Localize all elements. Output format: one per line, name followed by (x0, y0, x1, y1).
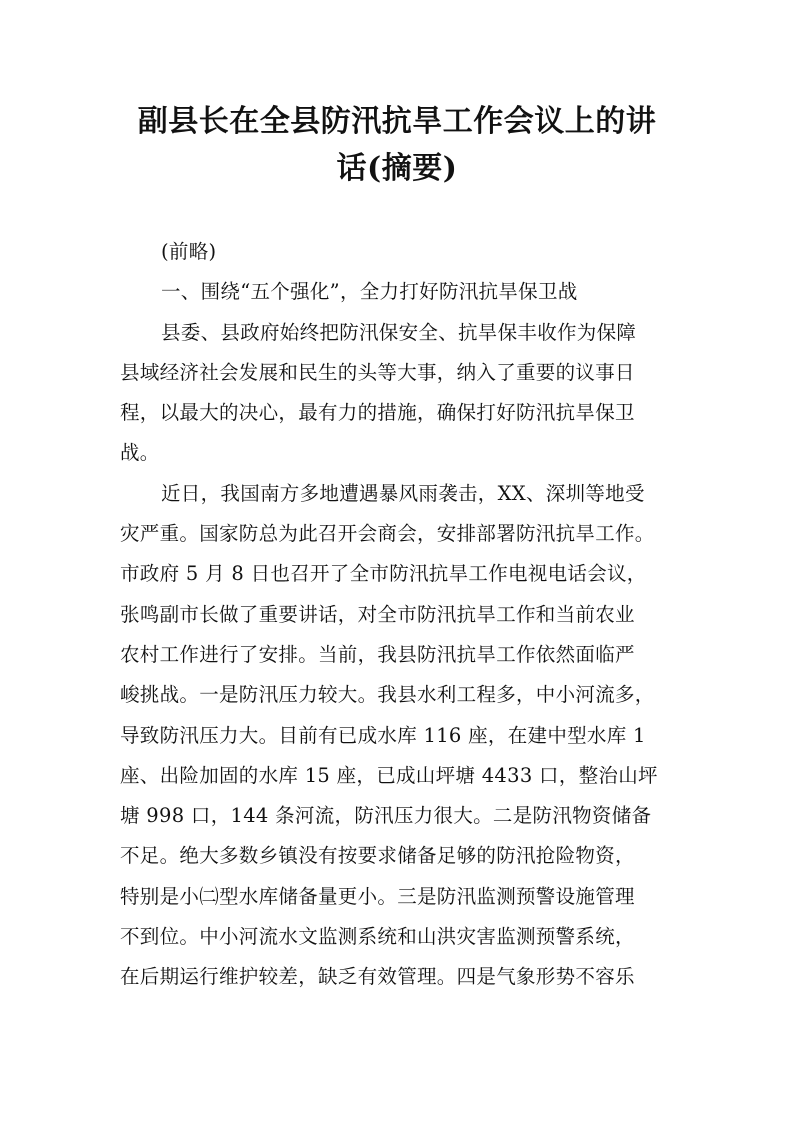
paragraph-line: 不足。绝大多数乡镇没有按要求储备足够的防汛抢险物资， (120, 844, 635, 868)
paragraph-line: 张鸣副市长做了重要讲话，对全市防汛抗旱工作和当前农业 (120, 602, 635, 626)
paragraph-line: 农村工作进行了安排。当前，我县防汛抗旱工作依然面临严 (120, 642, 635, 666)
paragraph-line: 塘 998 口，144 条河流，防汛压力很大。二是防汛物资储备 (120, 804, 652, 828)
paragraph-line: 不到位。中小河流水文监测系统和山洪灾害监测预警系统， (120, 925, 635, 949)
paragraph-line: 市政府 5 月 8 日也召开了全市防汛抗旱工作电视电话会议， (120, 562, 647, 586)
paragraph-line: 县域经济社会发展和民生的头等大事，纳入了重要的议事日 (120, 360, 635, 384)
title-line-2: 话(摘要) (336, 151, 458, 186)
paragraph-line: 导致防汛压力大。目前有已成水库 116 座，在建中型水库 1 (120, 723, 646, 747)
paragraph-line: 灾严重。国家防总为此召开会商会，安排部署防汛抗旱工作。 (120, 522, 655, 546)
paragraph-line: 战。 (120, 441, 160, 465)
paragraph-line: (前略) (161, 240, 217, 263)
title-line-1: 副县长在全县防汛抗旱工作会议上的讲 (137, 104, 657, 139)
paragraph-line: 座、出险加固的水库 15 座，已成山坪塘 4433 口，整治山坪 (120, 763, 658, 787)
paragraph-line: 特别是小㈡型水库储备量更小。三是防汛监测预警设施管理 (120, 884, 635, 908)
paragraph-line: 在后期运行维护较差，缺乏有效管理。四是气象形势不容乐 (120, 965, 635, 989)
paragraph-line: 程，以最大的决心，最有力的措施，确保打好防汛抗旱保卫 (120, 401, 635, 425)
document-body (120, 232, 684, 998)
paragraph-line: 近日，我国南方多地遭遇暴风雨袭击，XX、深圳等地受 (161, 481, 645, 505)
paragraph-line: 一、围绕“五个强化”，全力打好防汛抗旱保卫战 (161, 280, 578, 304)
document-title (100, 98, 694, 192)
paragraph-line: 县委、县政府始终把防汛保安全、抗旱保丰收作为保障 (161, 320, 637, 344)
paragraph-line: 峻挑战。一是防汛压力较大。我县水利工程多，中小河流多， (120, 683, 655, 707)
